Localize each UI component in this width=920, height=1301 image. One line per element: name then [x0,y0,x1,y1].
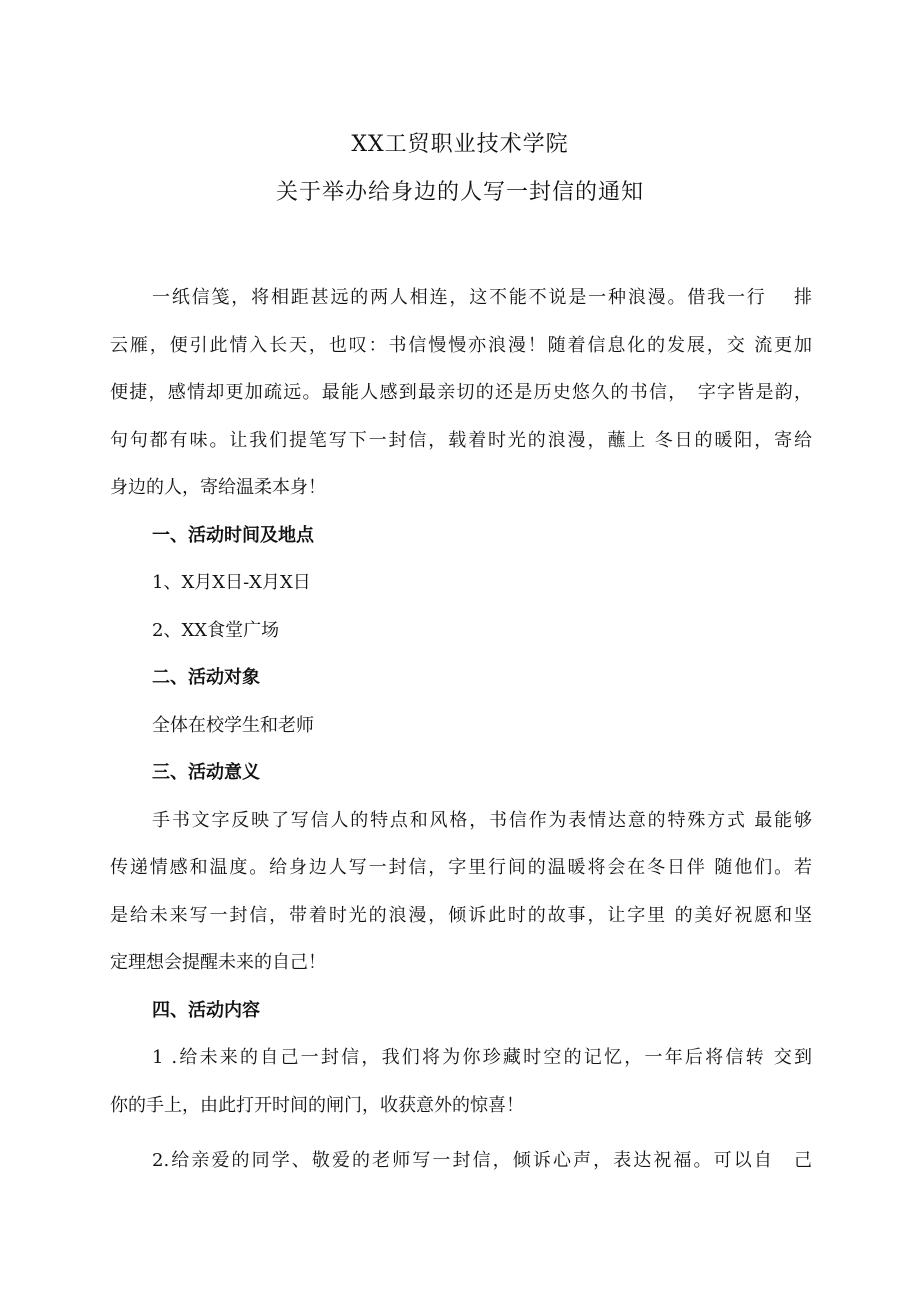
significance-line: 定理想会提醒未来的自己！ [110,952,326,973]
intro-line: 便捷，感情却更加疏远。最能人感到最亲切的还是历史悠久的书信， 字字皆是韵， [110,382,812,403]
section-heading-audience: 二、活动对象 [152,667,260,688]
significance-line: 传递情感和温度。给身边人写一封信，字里行间的温暖将会在冬日伴 随他们。若 [110,857,812,878]
section-heading-time-place: 一、活动时间及地点 [152,524,314,546]
content-item-1-line: 1 .给未来的自己一封信，我们将为你珍藏时空的记忆，一年后将信转 交到 [152,1047,812,1068]
content-item-2 [110,1137,812,1185]
content-item-1 [110,1034,812,1129]
section-heading-significance: 三、活动意义 [152,762,260,783]
content-item-1-line: 你的手上，由此打开时间的闸门，收获意外的惊喜！ [110,1094,524,1116]
significance-line: 是给未来写一封信，带着时光的浪漫，倾诉此时的故事，让字里 的美好祝愿和坚 [110,904,812,926]
content-item-2-line: 2.给亲爱的同学、敬爱的老师写一封信，倾诉心声，表达祝福。可以自 己 [152,1150,812,1171]
intro-paragraph [110,274,812,512]
audience-text: 全体在校学生和老师 [152,714,314,736]
intro-line: 一纸信笺，将相距甚远的两人相连，这不能不说是一种浪漫。借我一行 排 [152,287,812,308]
significance-line: 手书文字反映了写信人的特点和风格，书信作为表情达意的特殊方式 最能够 [152,809,812,831]
document-title-notice: 关于举办给身边的人写一封信的通知 [275,180,644,205]
document-body [110,274,812,1185]
intro-line: 身边的人，寄给温柔本身！ [110,477,326,498]
list-item-location: 2、XX食堂广场 [152,619,280,641]
list-item-date: 1、X月X日-X月X日 [152,572,311,593]
significance-paragraph [110,797,812,987]
document-title-school: XX工贸职业技术学院 [351,132,569,157]
section-heading-content: 四、活动内容 [152,999,260,1021]
intro-line: 云雁，便引此情入长天，也叹：书信慢慢亦浪漫！随着信息化的发展，交 流更加 [110,334,812,356]
intro-line: 句句都有味。让我们提笔写下一封信，载着时光的浪漫，蘸上 冬日的暖阳，寄给 [110,429,812,451]
